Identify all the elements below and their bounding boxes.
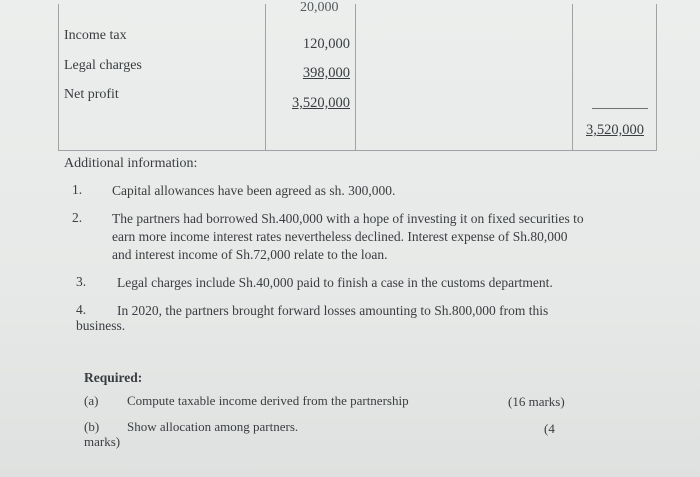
part-a-marks: (16 marks)	[508, 394, 565, 409]
part-a-label: (a)	[84, 393, 99, 408]
table-border-right	[656, 4, 657, 150]
part-b-label: (b)	[84, 419, 100, 434]
part-b-text: Show allocation among partners.	[127, 419, 299, 434]
item-3-number: 3.	[76, 274, 87, 289]
item-4-number: 4.	[76, 302, 87, 317]
table-border-left	[58, 4, 59, 150]
row-amount-legal-charges: 398,000	[302, 65, 350, 81]
partial-amount-top: 20,000	[300, 0, 339, 15]
item-4-continuation: business.	[76, 318, 126, 333]
part-a-text: Compute taxable income derived from the partnership	[127, 393, 409, 408]
row-label-net-profit: Net profit	[64, 87, 119, 102]
additional-heading: Additional information:	[64, 156, 198, 171]
item-2-line-1: The partners had borrowed Sh.400,000 with a hope of investing it on fixed securities to	[112, 211, 584, 226]
item-4-line-1: In 2020, the partners brought forward losses amounting to Sh.800,000 from this	[117, 303, 549, 318]
table-col-divider-2	[355, 4, 356, 150]
row-amount-net-profit: 3,520,000	[292, 95, 350, 111]
row-label-legal-charges: Legal charges	[64, 58, 142, 73]
right-total-amount: 3,520,000	[586, 122, 644, 138]
item-3-line-1: Legal charges include Sh.40,000 paid to finish a case in the customs department.	[117, 275, 553, 290]
item-2-number: 2.	[72, 210, 83, 225]
total-rule	[592, 108, 648, 109]
item-1-line-1: Capital allowances have been agreed as sh. 300,000.	[112, 183, 396, 198]
row-label-income-tax: Income tax	[64, 28, 127, 43]
row-amount-income-tax: 120,000	[302, 36, 350, 52]
item-2-line-3: and interest income of Sh.72,000 relate to the loan.	[112, 247, 388, 262]
part-b-marks-continuation: marks)	[84, 434, 121, 449]
required-heading: Required:	[84, 370, 143, 385]
part-b-marks: (4	[544, 421, 555, 436]
item-2-line-2: earn more income interest rates nevertheless declined. Interest expense of Sh.80,000	[112, 229, 568, 244]
table-border-bottom	[58, 150, 657, 151]
item-1-number: 1.	[72, 182, 83, 197]
